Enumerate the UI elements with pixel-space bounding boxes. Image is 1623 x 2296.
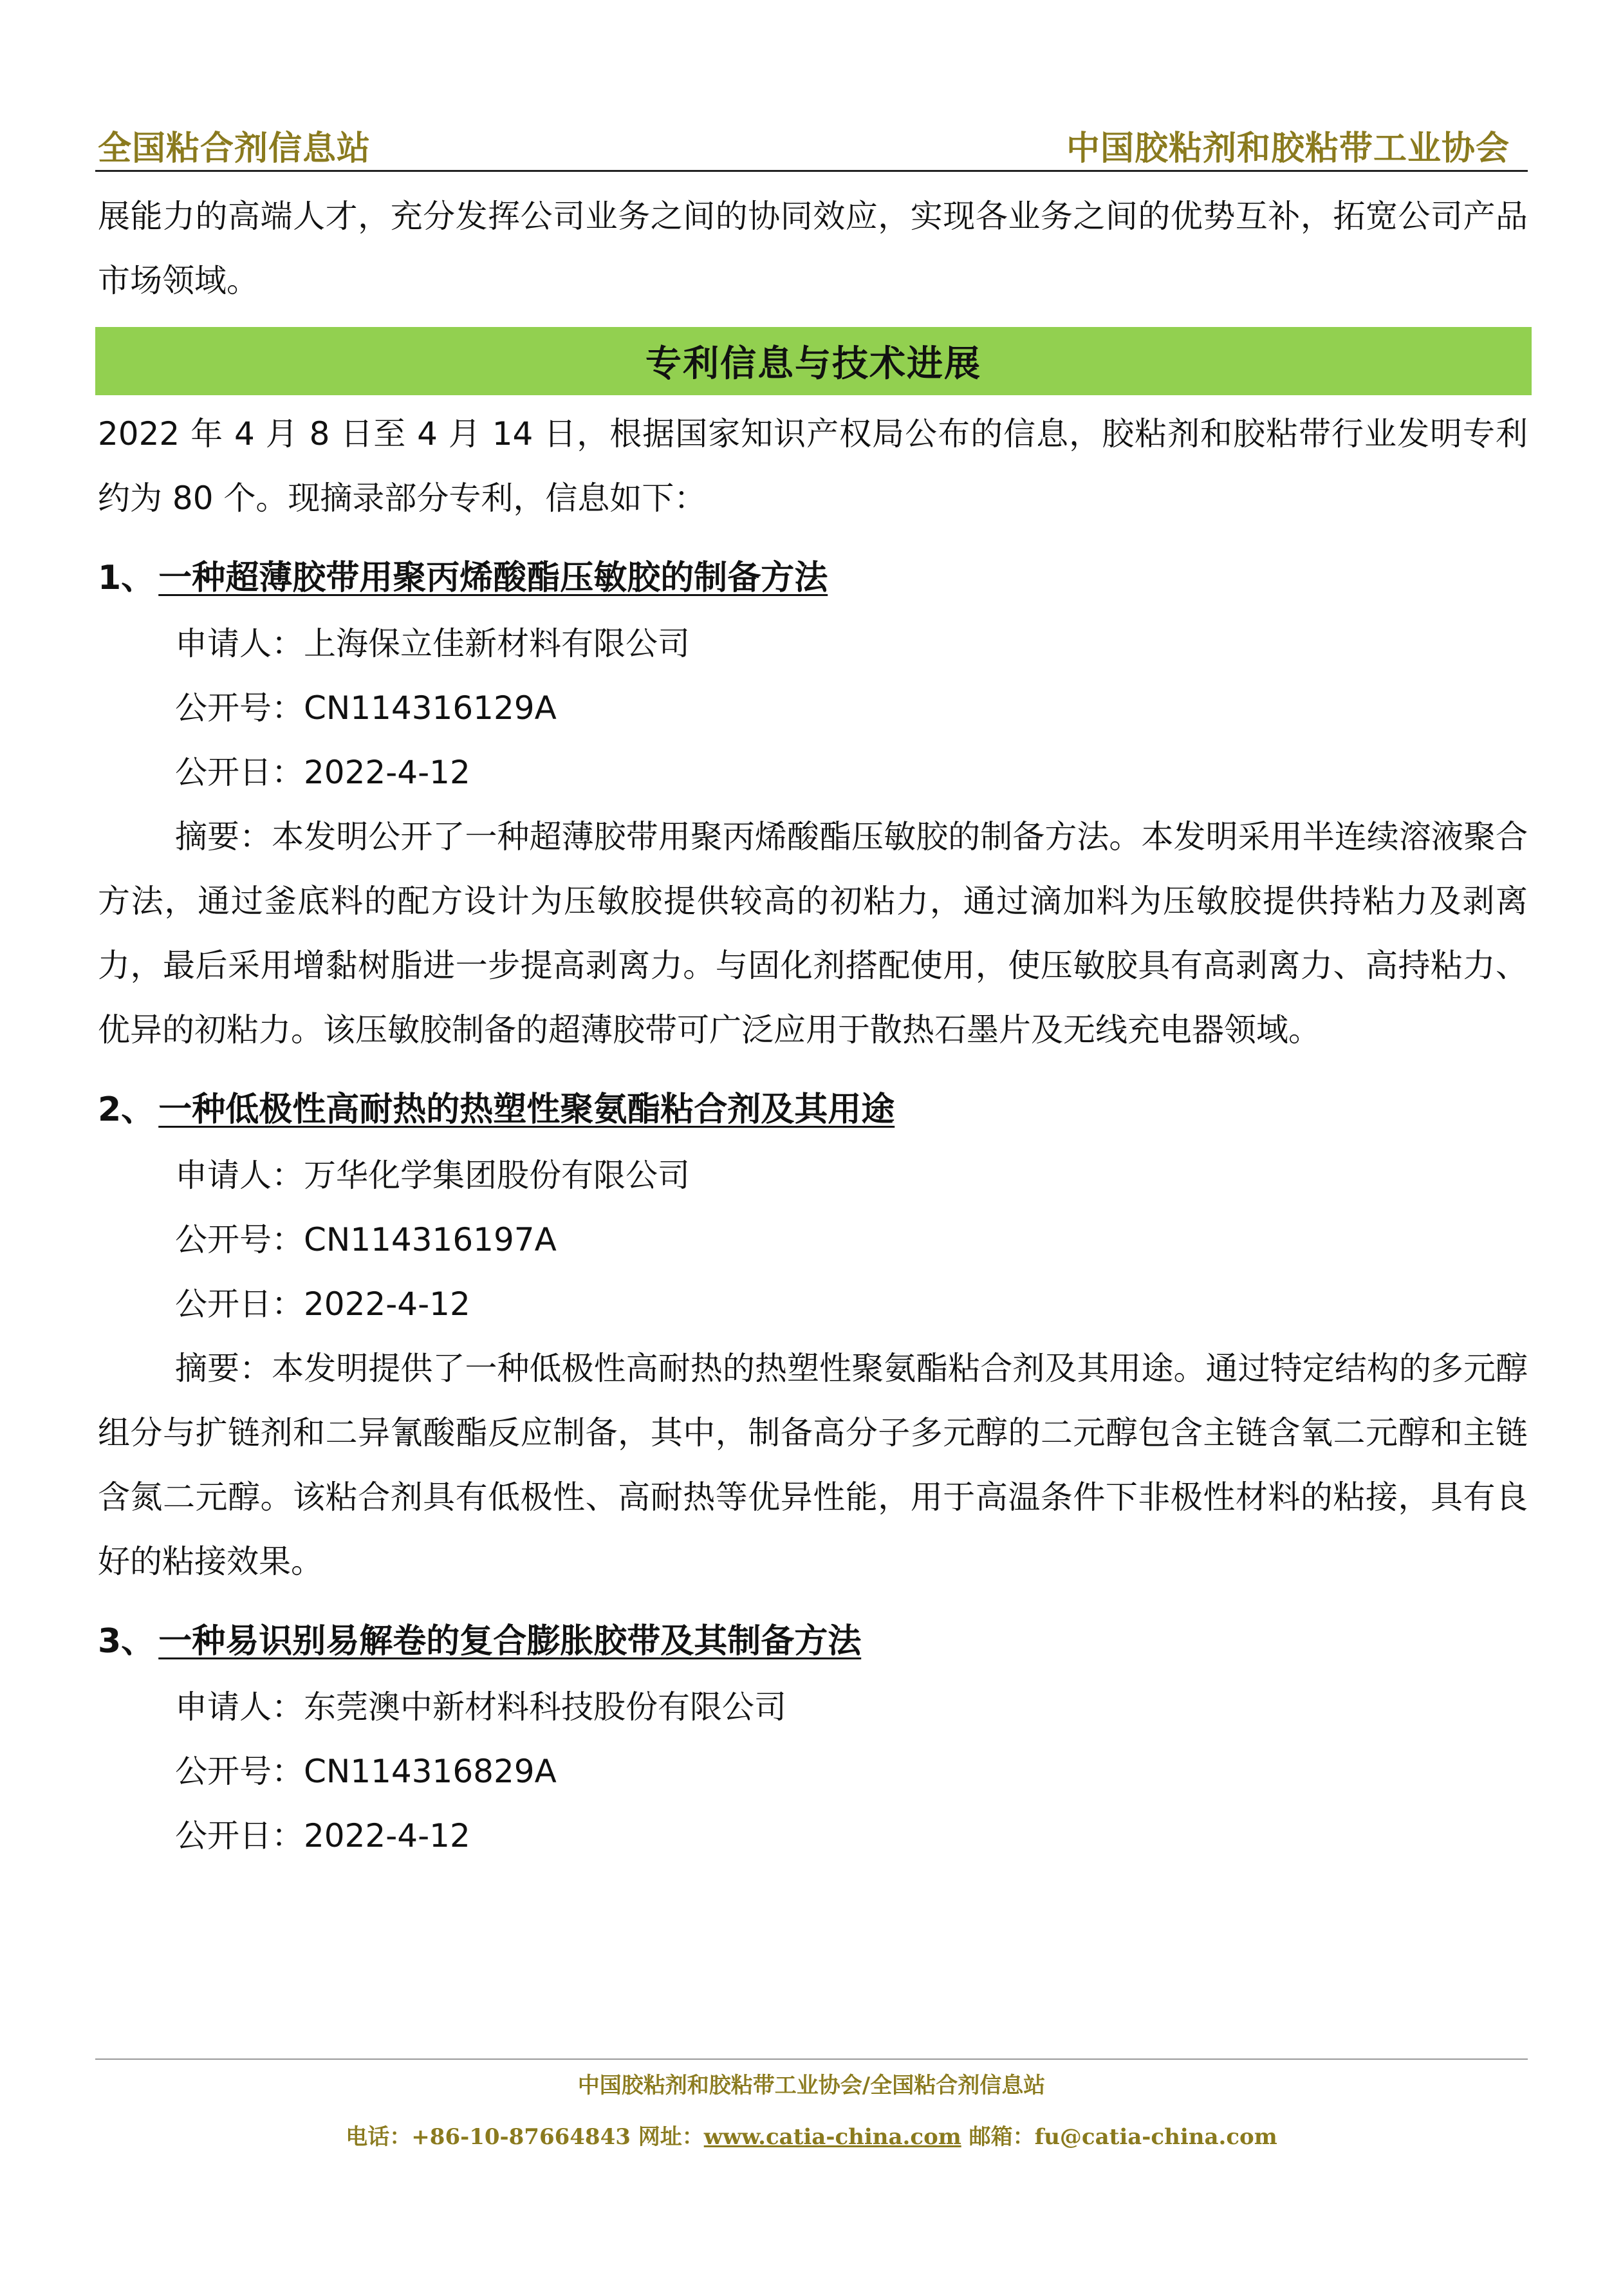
patent-title	[98, 1076, 1528, 1143]
patent-publication-number: 公开号：CN114316829A	[175, 1753, 557, 1790]
footer-organization: 中国胶粘剂和胶粘带工业协会/全国粘合剂信息站	[577, 2073, 1046, 2098]
header-site-name: 全国粘合剂信息站	[98, 129, 371, 168]
patent-title	[98, 545, 1528, 611]
patent-title-text: 一种低极性高耐热的热塑性聚氨酯粘合剂及其用途	[158, 1090, 895, 1129]
patent-publication-date: 公开日：2022-4-12	[175, 754, 470, 791]
section-summary: 2022 年 4 月 8 日至 4 月 14 日，根据国家知识产权局公布的信息，胶粘剂和胶粘带行业发明专利约为 80 个。现摘录部分专利，信息如下：	[98, 415, 1528, 517]
footer-phone: 电话：+86-10-87664843 网址：	[346, 2124, 704, 2150]
page-header	[95, 115, 1528, 172]
patent-number: 2、	[98, 1090, 155, 1129]
footer-divider	[95, 2058, 1528, 2060]
patent-abstract: 摘要：本发明提供了一种低极性高耐热的热塑性聚氨酯粘合剂及其用途。通过特定结构的多元醇组分与扩链剂和二异氰酸酯反应制备，其中，制备高分子多元醇的二元醇包含主链含氧二元醇和主链含氮二元醇。该粘合剂具有低极性、高耐热等优异性能，用于高温条件下非极性材料的粘接，具有良好的粘接效果。	[98, 1350, 1528, 1580]
patent-publication-date: 公开日：2022-4-12	[175, 1817, 470, 1854]
section-title: 专利信息与技术进展	[645, 343, 981, 385]
patent-title-text: 一种超薄胶带用聚丙烯酸酯压敏胶的制备方法	[158, 559, 828, 597]
patent-item-3	[98, 1608, 1528, 1868]
patent-title	[98, 1608, 1528, 1675]
header-association-name: 中国胶粘剂和胶粘带工业协会	[1066, 129, 1510, 168]
patent-applicant: 申请人：上海保立佳新材料有限公司	[175, 625, 690, 662]
patent-item-1	[98, 545, 1528, 1062]
patent-abstract: 摘要：本发明公开了一种超薄胶带用聚丙烯酸酯压敏胶的制备方法。本发明采用半连续溶液聚合方法，通过釜底料的配方设计为压敏胶提供较高的初粘力，通过滴加料为压敏胶提供持粘力及剥离力，最后采用增黏树脂进一步提高剥离力。与固化剂搭配使用，使压敏胶具有高剥离力、高持粘力、优异的初粘力。该压敏胶制备的超薄胶带可广泛应用于散热石墨片及无线充电器领域。	[98, 818, 1528, 1049]
patent-publication-number: 公开号：CN114316129A	[175, 689, 557, 727]
patent-title-text: 一种易识别易解卷的复合膨胀胶带及其制备方法	[158, 1622, 862, 1661]
patent-applicant: 申请人：东莞澳中新材料科技股份有限公司	[175, 1688, 786, 1726]
patent-publication-number: 公开号：CN114316197A	[175, 1221, 557, 1258]
footer-website-link[interactable]: www.catia-china.com	[703, 2124, 961, 2150]
patent-item-2	[98, 1076, 1528, 1594]
patent-number: 3、	[98, 1622, 155, 1661]
patent-applicant: 申请人：万华化学集团股份有限公司	[175, 1157, 690, 1194]
footer-email: 邮箱：fu@catia-china.com	[961, 2124, 1277, 2150]
patent-number: 1、	[98, 559, 155, 597]
page-content	[98, 184, 1528, 1868]
footer-contact	[0, 2119, 1623, 2151]
patent-publication-date: 公开日：2022-4-12	[175, 1285, 470, 1323]
intro-paragraph: 展能力的高端人才，充分发挥公司业务之间的协同效应，实现各业务之间的优势互补，拓宽公司产品市场领域。	[98, 198, 1528, 299]
section-heading-bar	[95, 327, 1532, 395]
